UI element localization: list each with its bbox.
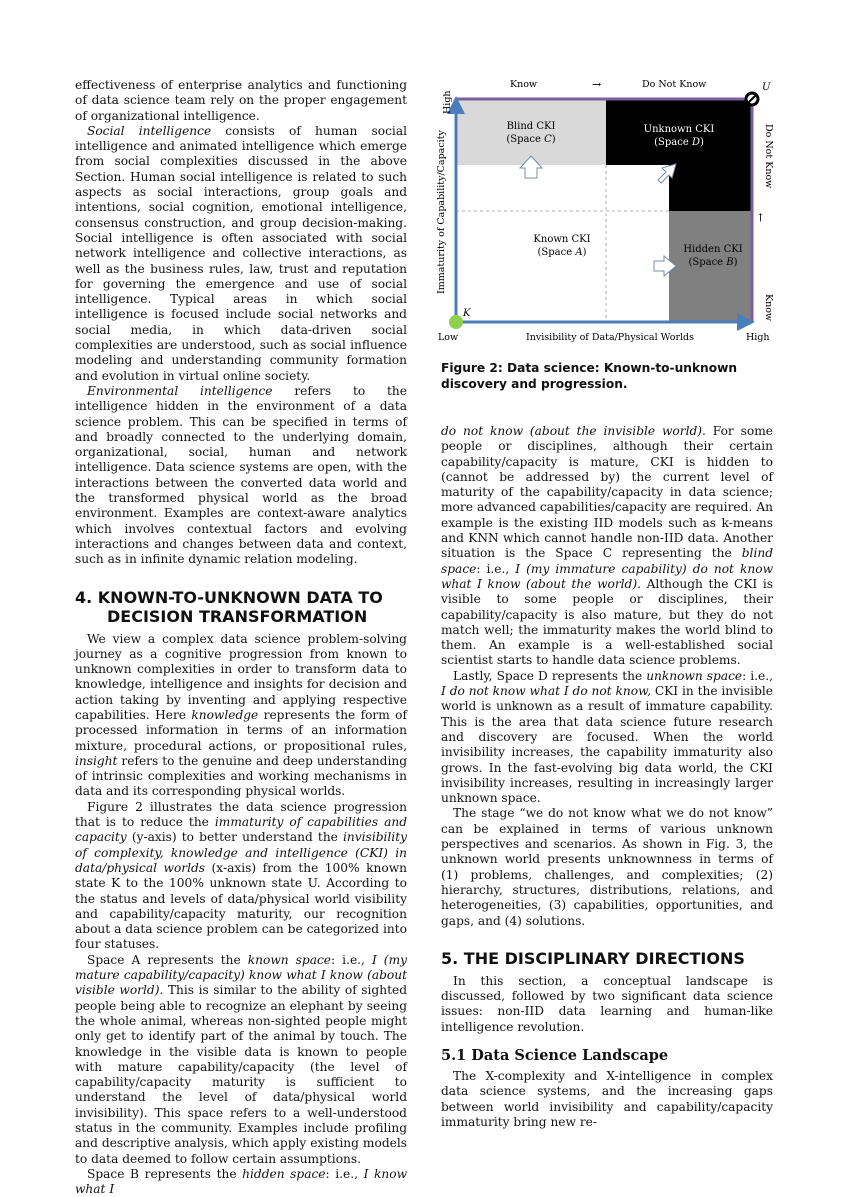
x-axis-label: Invisibility of Data/Physical Worlds <box>526 332 695 343</box>
figure-2 <box>430 72 780 344</box>
figure-caption: Figure 2: Data science: Known-to-unknown discovery and progression. <box>441 361 738 391</box>
right-arrow: → <box>754 212 767 222</box>
paragraph-space-b-continued: do not know (about the invisible world). For some people or disciplines, although their certain capability/capacity is mature, CKI is hidden to (cannot be addressed by) the current level of maturity of the capability/capacity in data science; more advanced capabilities/capacity are required. An example is the existing IID models such as k-means and KNN which cannot handle non-IID data. Another situation is the Space C representing the blind space: i.e., I (my immature capability) do not know what I know (about the world). Although the CKI is visible to some people or disciplines, their capability/capacity is also mature, but they do not match well; the immaturity makes the world blind to them. An example is a well-established social scientist starts to handle data science problems. <box>441 424 774 668</box>
right-label-do-not-know: Do Not Know <box>763 124 774 189</box>
paragraph-4-1: We view a complex data science problem-solving journey as a cognitive progression from known to unknown complexities in order to transform data to knowledge, intelligence and insights for decision and action taking by inventing and applying respective capabilities. Here knowledge represents the form of processed information in terms of an information mixture, procedural actions, or propositional rules, insight refers to the genuine and deep understanding of intrinsic complexities and working mechanisms in data and its corresponding physical worlds. <box>75 631 407 799</box>
paragraph-5-1: The X-complexity and X-intelligence in complex data science systems, and the increasing gaps between world invisibility and capability/capacity immaturity bring new re- <box>441 1068 773 1129</box>
u-label: U <box>762 82 771 93</box>
y-axis-label: Immaturity of Capability/Capacity <box>436 130 447 294</box>
unknown-cki-title: Unknown CKI <box>643 124 715 135</box>
hidden-cki-space: (Space B) <box>688 257 738 268</box>
unknown-cki-space: (Space D) <box>654 137 704 148</box>
blind-cki-title: Blind CKI <box>506 121 556 132</box>
term-environmental-intelligence: Environmental intelligence <box>87 383 273 398</box>
section-5-title: 5. THE DISCIPLINARY DIRECTIONS <box>441 948 745 968</box>
right-label-know: Know <box>763 294 774 322</box>
bottom-label-low: Low <box>438 332 459 343</box>
top-label-do-not-know: Do Not Know <box>642 79 707 90</box>
paragraph-space-d: Lastly, Space D represents the unknown space: i.e., I do not know what I do not know, CKI in the invisible world is unknown as a result of immature capability. This is the area that data science future research and discovery are focused. When the world invisibility increases, the capability immaturity also grows. In the fast-evolving big data world, the CKI invisibility increases, resulting in increasingly larger unknown space. <box>441 668 774 806</box>
left-label-high: High <box>442 90 453 114</box>
top-arrow: → <box>592 78 602 91</box>
blind-space-region <box>456 99 606 165</box>
paragraph-space-b-start: Space B represents the hidden space: i.e., I know what I <box>75 1166 407 1197</box>
k-label: K <box>463 308 471 319</box>
paragraph-environmental-intelligence: Environmental intelligence refers to the intelligence hidden in the environment of a data science problem. This can be specified in terms of and broadly connected to the underlying domain, organizational, social, human and network intelligence. Data science systems are open, with the interactions between the converted data world and the transformed physical world as the broad environment. Examples are context-aware analytics which involves contextual factors and evolving interactions and changes between data and context, such as in infinite dynamic relation modeling. <box>75 383 407 567</box>
left-column <box>75 78 407 1197</box>
known-unknown-diagram <box>430 72 780 344</box>
paragraph-social-intelligence: Social intelligence consists of human social intelligence and animated intelligence which emerge from social complexities discussed in the above Section. Human social intelligence is related to such aspects as social interactions, group goals and intentions, social cognition, emotional intelligence, consensus construction, and group decision-making. Social intelligence is often associated with social network intelligence and collective interactions, as well as the business rules, law, trust and reputation for governing the emergence and use of social intelligence. Typical areas in which social intelligence is focused include social networks and social media, in which data-driven social complexities are understood, such as social influence modeling and understanding community formation and evolution in virtual online society. <box>75 123 407 383</box>
subsection-5-1-title: 5.1 Data Science Landscape <box>441 1046 669 1064</box>
top-label-know: Know <box>510 79 538 90</box>
paragraph-5: In this section, a conceptual landscape is discussed, followed by two significant data science issues: non-IID data learning and human-like intelligence revolution. <box>441 973 773 1034</box>
bottom-label-high: High <box>746 332 770 343</box>
hidden-cki-title: Hidden CKI <box>683 244 743 255</box>
section-4-title: 4. KNOWN-TO-UNKNOWN DATA TO DECISION TRANSFORMATION <box>75 587 383 626</box>
blind-cki-space: (Space C) <box>506 134 556 145</box>
known-cki-space: (Space A) <box>537 247 587 258</box>
known-cki-title: Known CKI <box>533 234 591 245</box>
paragraph-4-2: Figure 2 illustrates the data science progression that is to reduce the immaturity of capabilities and capacity (y-axis) to better understand the invisibility of complexity, knowledge and intelligence (CKI) in data/physical worlds (x-axis) from the 100% known state K to the 100% unknown state U. According to the status and levels of data/physical world visibility and capability/capacity maturity, our recognition about a data science problem can be categorized into four statuses. <box>75 799 407 952</box>
paragraph-intro: effectiveness of enterprise analytics and functioning of data science team rely on the proper engagement of organizational intelligence. <box>75 78 407 123</box>
unknown-space-region-right <box>669 165 752 211</box>
k-start-dot <box>449 315 463 329</box>
right-column <box>441 424 773 1130</box>
paragraph-space-a: Space A represents the known space: i.e., I (my mature capability/capacity) know what I know (about visible world). This is similar to the ability of sighted people being able to recognize an elephant by seeing the whole animal, whereas non-sighted people might only get to identify part of the animal by touch. The knowledge in the visible data is known to people with mature capability/capacity (the level of capability/capacity maturity is sufficient to understand the level of data/physical world invisibility). This space refers to a well-understood status in the community. Examples include profiling and descriptive analysis, which apply existing models to data deemed to follow certain assumptions. <box>75 952 408 1166</box>
term-social-intelligence: Social intelligence <box>87 123 212 138</box>
paragraph-stage: The stage “we do not know what we do not know” can be explained in terms of various unknown perspectives and scenarios. As shown in Fig. 3, the unknown world presents unknownness in terms of (1) problems, challenges, and complexities; (2) hierarchy, structures, distributions, relations, and heterogeneities, (3) capabilities, opportunities, and gaps, and (4) solutions. <box>441 806 773 928</box>
